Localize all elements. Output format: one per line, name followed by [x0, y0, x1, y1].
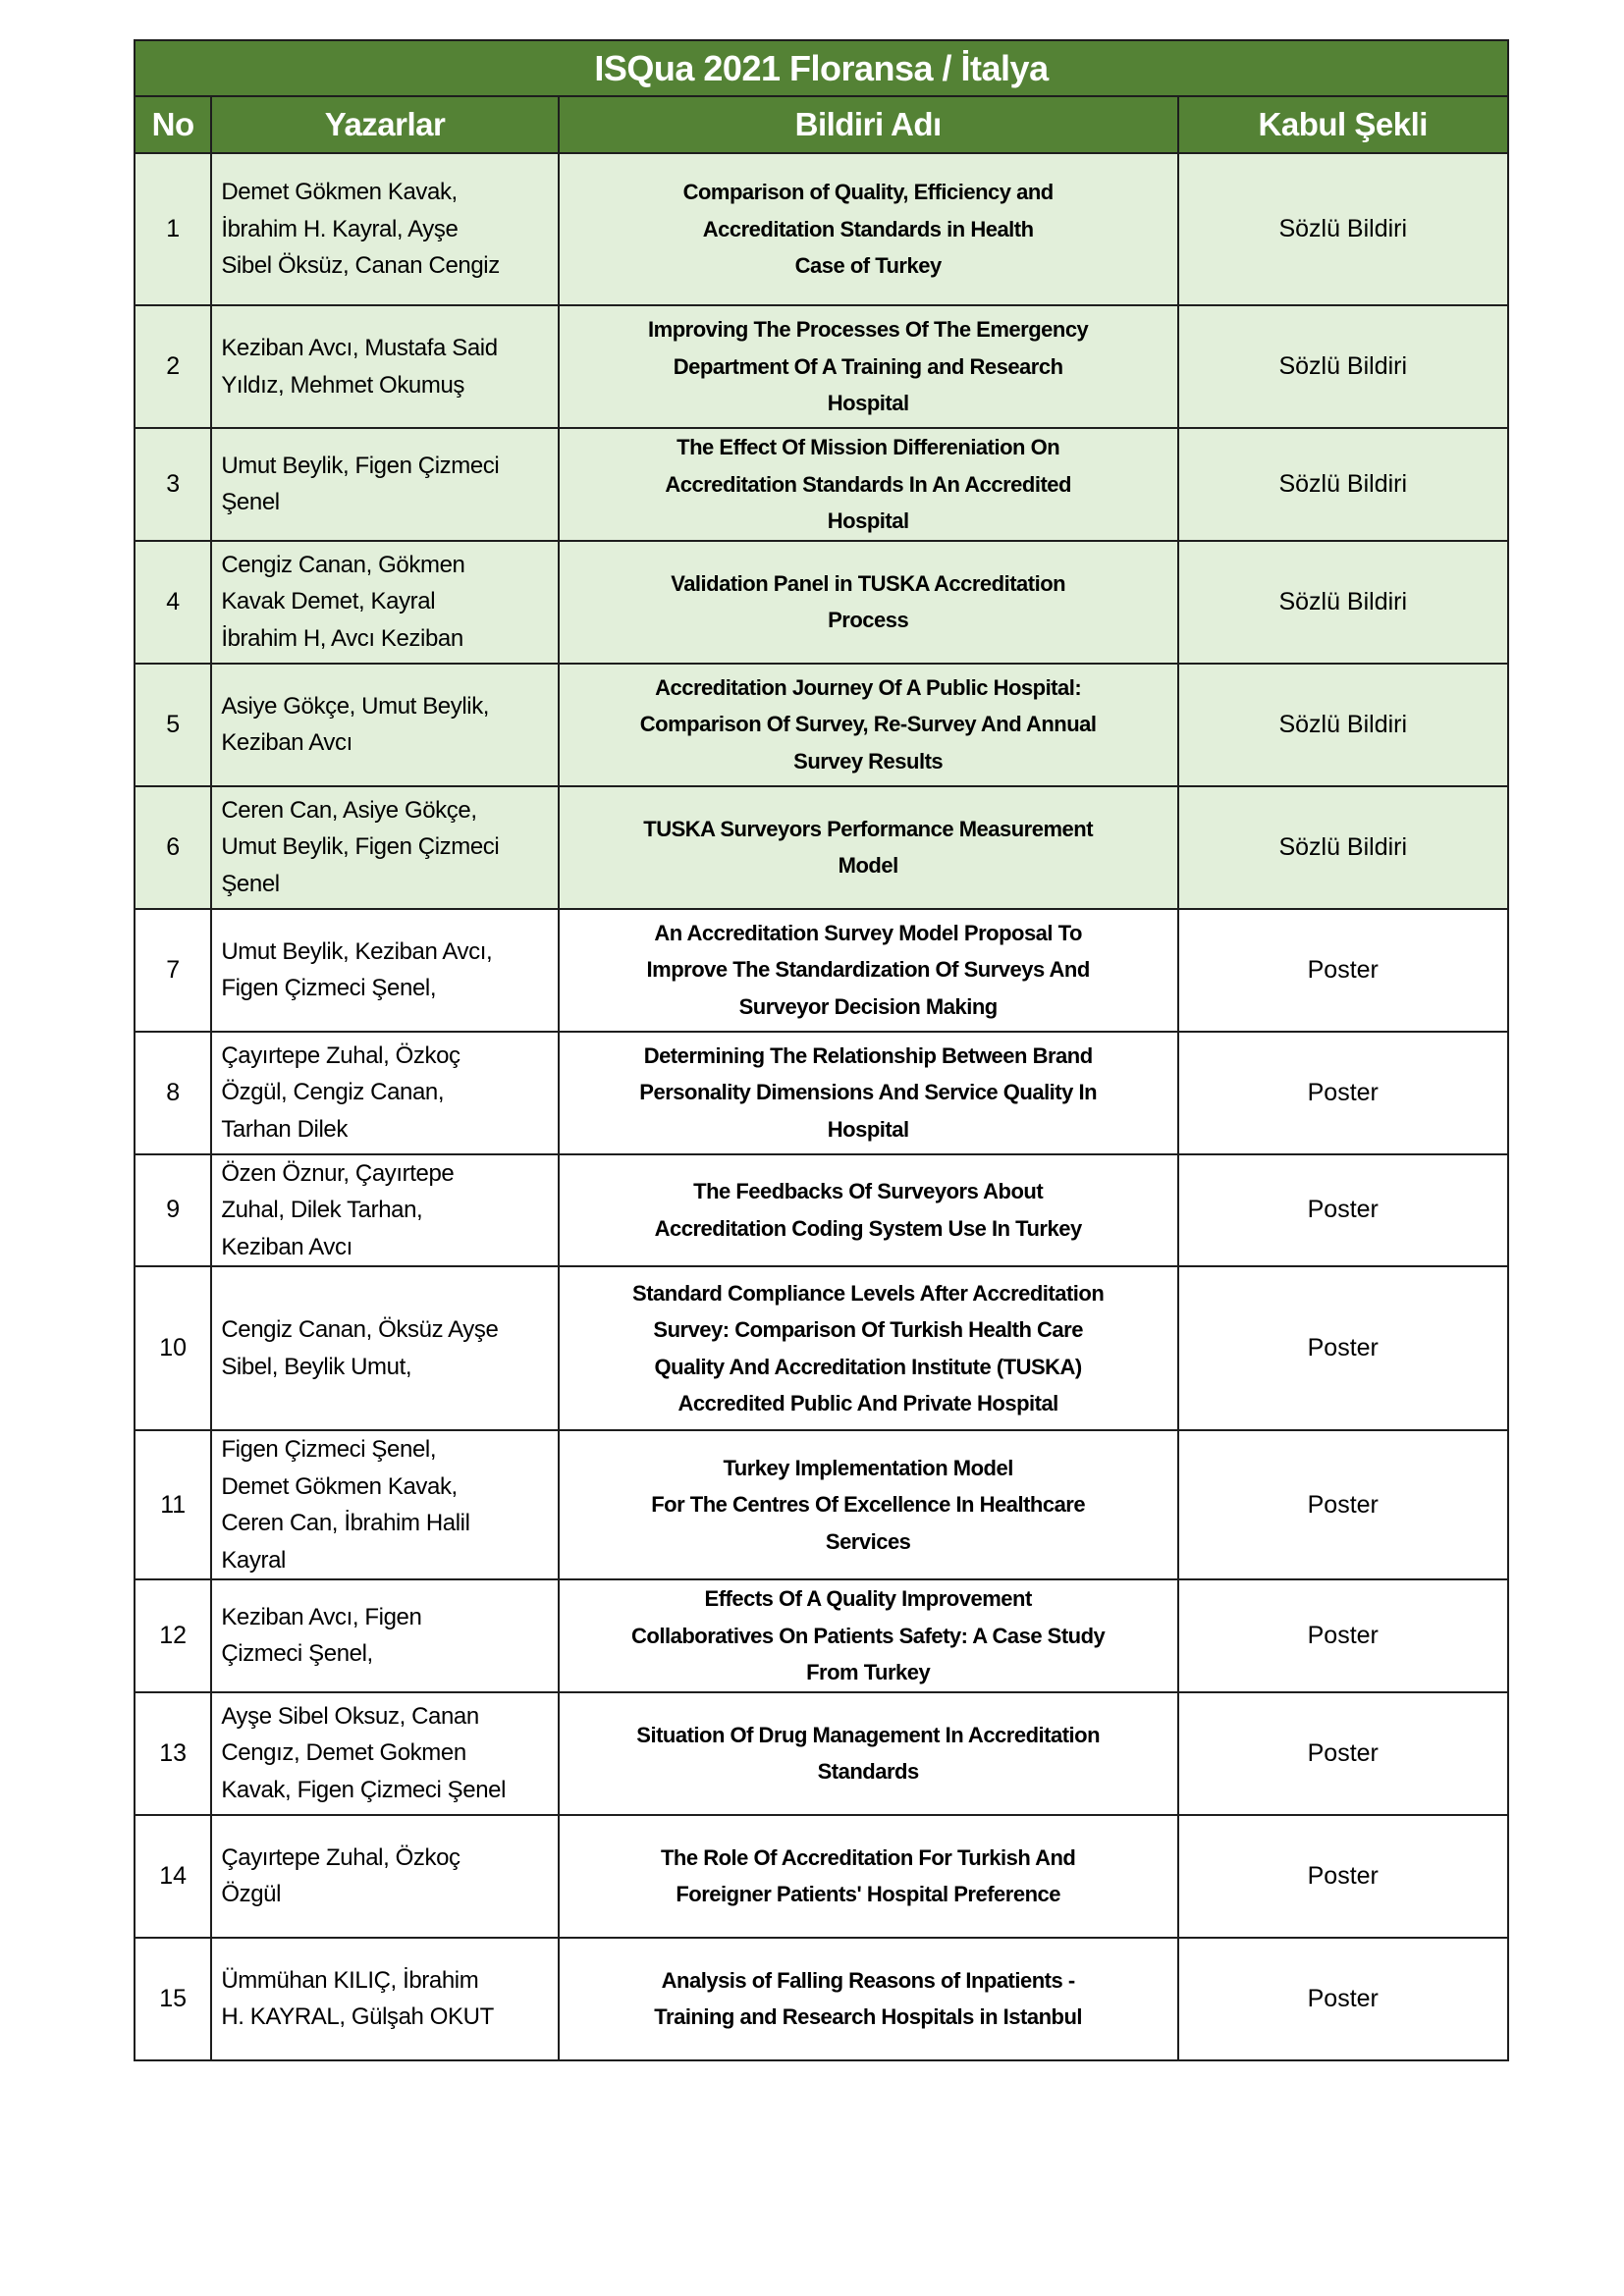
row-authors: Cengiz Canan, Öksüz Ayşe Sibel, Beylik Umut, — [211, 1266, 559, 1430]
row-acceptance-type: Sözlü Bildiri — [1178, 786, 1509, 909]
column-header-no: No — [135, 96, 211, 153]
row-acceptance-type: Sözlü Bildiri — [1178, 541, 1509, 664]
row-acceptance-type: Poster — [1178, 1579, 1509, 1692]
row-acceptance-type: Poster — [1178, 1032, 1509, 1154]
row-authors: Umut Beylik, Figen Çizmeci Şenel — [211, 428, 559, 541]
row-authors: Çayırtepe Zuhal, Özkoç Özgül, Cengiz Canan, Tarhan Dilek — [211, 1032, 559, 1154]
row-paper-title: Standard Compliance Levels After Accreditation Survey: Comparison Of Turkish Health Care Quality And Accreditation Institute (TUSKA) Accredited Public And Private Hospital — [559, 1266, 1178, 1430]
table-row — [135, 1032, 1508, 1154]
row-paper-title: Comparison of Quality, Efficiency and Accreditation Standards in Health Case of Turkey — [559, 153, 1178, 305]
table-title: ISQua 2021 Floransa / İtalya — [135, 40, 1508, 96]
row-paper-title: An Accreditation Survey Model Proposal To Improve The Standardization Of Surveys And Surveyor Decision Making — [559, 909, 1178, 1032]
row-number: 13 — [135, 1692, 211, 1815]
row-authors: Çayırtepe Zuhal, Özkoç Özgül — [211, 1815, 559, 1938]
row-paper-title: Situation Of Drug Management In Accreditation Standards — [559, 1692, 1178, 1815]
table-row — [135, 1154, 1508, 1267]
row-authors: Demet Gökmen Kavak, İbrahim H. Kayral, Ayşe Sibel Öksüz, Canan Cengiz — [211, 153, 559, 305]
row-number: 2 — [135, 305, 211, 428]
row-number: 8 — [135, 1032, 211, 1154]
row-number: 3 — [135, 428, 211, 541]
table-header-row — [135, 96, 1508, 153]
row-acceptance-type: Sözlü Bildiri — [1178, 428, 1509, 541]
table-row — [135, 1815, 1508, 1938]
column-header-title: Bildiri Adı — [559, 96, 1178, 153]
row-number: 10 — [135, 1266, 211, 1430]
row-number: 11 — [135, 1430, 211, 1579]
table-row — [135, 541, 1508, 664]
row-number: 1 — [135, 153, 211, 305]
row-number: 5 — [135, 664, 211, 786]
row-number: 4 — [135, 541, 211, 664]
row-acceptance-type: Sözlü Bildiri — [1178, 664, 1509, 786]
row-authors: Cengiz Canan, Gökmen Kavak Demet, Kayral İbrahim H, Avcı Keziban — [211, 541, 559, 664]
table-row — [135, 786, 1508, 909]
row-authors: Ayşe Sibel Oksuz, Canan Cengız, Demet Gokmen Kavak, Figen Çizmeci Şenel — [211, 1692, 559, 1815]
row-number: 12 — [135, 1579, 211, 1692]
table-title-row — [135, 40, 1508, 96]
row-paper-title: The Feedbacks Of Surveyors About Accreditation Coding System Use In Turkey — [559, 1154, 1178, 1267]
row-number: 15 — [135, 1938, 211, 2060]
table-row — [135, 1579, 1508, 1692]
row-authors: Keziban Avcı, Mustafa Said Yıldız, Mehmet Okumuş — [211, 305, 559, 428]
table-row — [135, 909, 1508, 1032]
row-paper-title: The Effect Of Mission Differeniation On Accreditation Standards In An Accredited Hospital — [559, 428, 1178, 541]
table-row — [135, 153, 1508, 305]
table-row — [135, 428, 1508, 541]
row-paper-title: Effects Of A Quality Improvement Collaboratives On Patients Safety: A Case Study From Turkey — [559, 1579, 1178, 1692]
row-acceptance-type: Poster — [1178, 909, 1509, 1032]
row-acceptance-type: Sözlü Bildiri — [1178, 153, 1509, 305]
row-authors: Figen Çizmeci Şenel, Demet Gökmen Kavak, Ceren Can, İbrahim Halil Kayral — [211, 1430, 559, 1579]
row-paper-title: TUSKA Surveyors Performance Measurement Model — [559, 786, 1178, 909]
row-number: 14 — [135, 1815, 211, 1938]
row-number: 6 — [135, 786, 211, 909]
row-acceptance-type: Poster — [1178, 1266, 1509, 1430]
table-row — [135, 1430, 1508, 1579]
table-row — [135, 1938, 1508, 2060]
row-paper-title: The Role Of Accreditation For Turkish And Foreigner Patients' Hospital Preference — [559, 1815, 1178, 1938]
papers-table — [134, 39, 1509, 2061]
row-number: 7 — [135, 909, 211, 1032]
row-acceptance-type: Poster — [1178, 1430, 1509, 1579]
row-authors: Ceren Can, Asiye Gökçe, Umut Beylik, Figen Çizmeci Şenel — [211, 786, 559, 909]
row-acceptance-type: Poster — [1178, 1815, 1509, 1938]
row-authors: Umut Beylik, Keziban Avcı, Figen Çizmeci Şenel, — [211, 909, 559, 1032]
row-acceptance-type: Poster — [1178, 1154, 1509, 1267]
row-paper-title: Analysis of Falling Reasons of Inpatients - Training and Research Hospitals in Istanbul — [559, 1938, 1178, 2060]
row-authors: Keziban Avcı, Figen Çizmeci Şenel, — [211, 1579, 559, 1692]
row-paper-title: Accreditation Journey Of A Public Hospital: Comparison Of Survey, Re-Survey And Annual Survey Results — [559, 664, 1178, 786]
column-header-authors: Yazarlar — [211, 96, 559, 153]
row-paper-title: Improving The Processes Of The Emergency Department Of A Training and Research Hospital — [559, 305, 1178, 428]
table-row — [135, 1266, 1508, 1430]
row-acceptance-type: Sözlü Bildiri — [1178, 305, 1509, 428]
row-number: 9 — [135, 1154, 211, 1267]
row-paper-title: Determining The Relationship Between Brand Personality Dimensions And Service Quality In Hospital — [559, 1032, 1178, 1154]
row-acceptance-type: Poster — [1178, 1692, 1509, 1815]
row-acceptance-type: Poster — [1178, 1938, 1509, 2060]
row-paper-title: Turkey Implementation Model For The Centres Of Excellence In Healthcare Services — [559, 1430, 1178, 1579]
row-paper-title: Validation Panel in TUSKA Accreditation Process — [559, 541, 1178, 664]
row-authors: Özen Öznur, Çayırtepe Zuhal, Dilek Tarhan, Keziban Avcı — [211, 1154, 559, 1267]
table-row — [135, 664, 1508, 786]
table-row — [135, 1692, 1508, 1815]
row-authors: Ümmühan KILIÇ, İbrahim H. KAYRAL, Gülşah OKUT — [211, 1938, 559, 2060]
row-authors: Asiye Gökçe, Umut Beylik, Keziban Avcı — [211, 664, 559, 786]
table-body — [135, 153, 1508, 2060]
table-row — [135, 305, 1508, 428]
column-header-type: Kabul Şekli — [1178, 96, 1509, 153]
